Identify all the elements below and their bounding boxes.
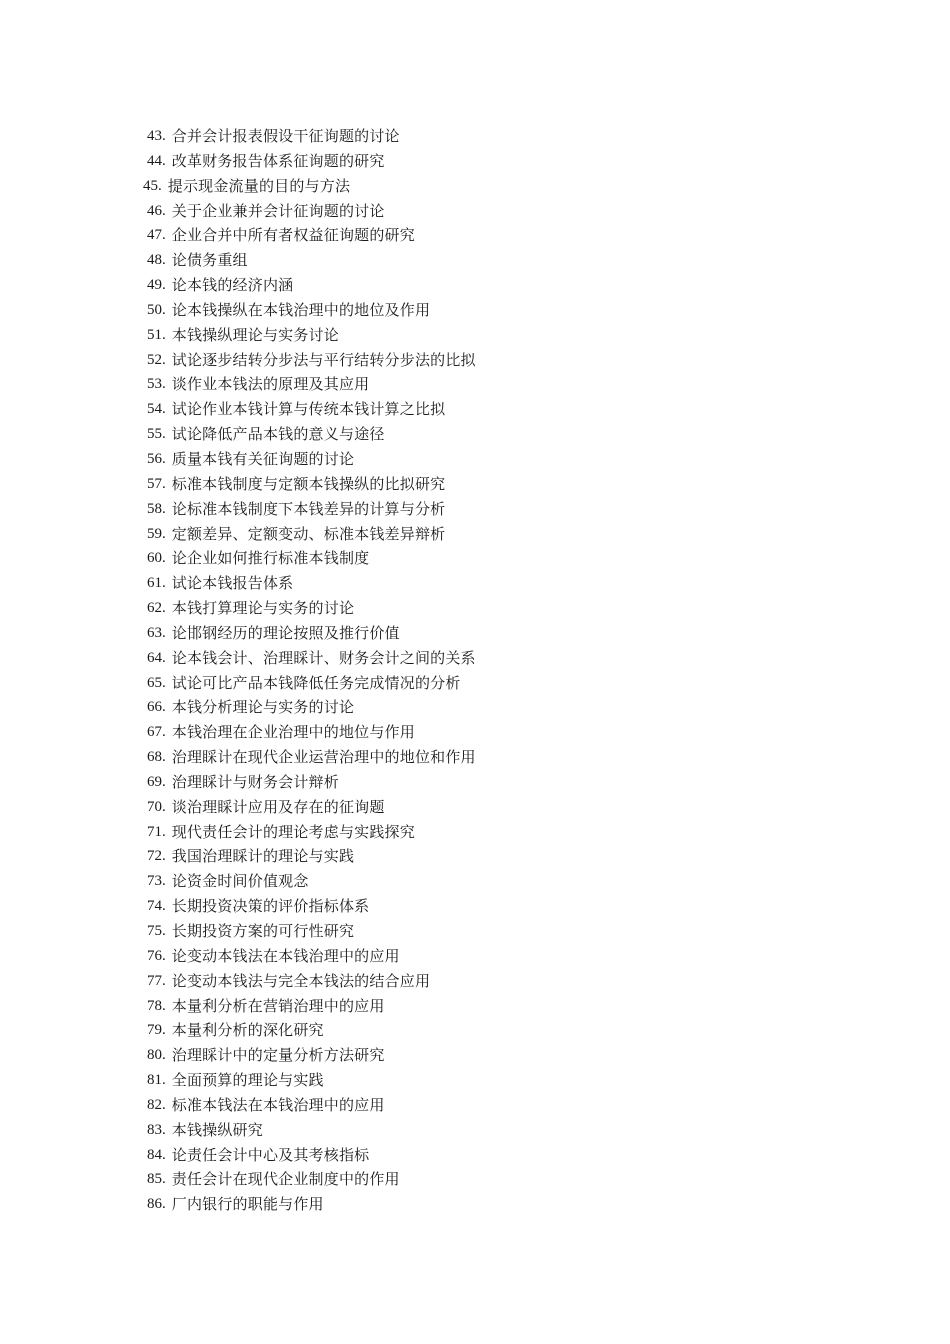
topic-number: 70.	[147, 798, 166, 815]
topic-title: 论资金时间价值观念	[171, 872, 309, 891]
list-item	[147, 820, 476, 845]
list-item	[147, 124, 476, 149]
list-item	[147, 472, 476, 497]
list-item	[147, 199, 476, 224]
topic-number: 49.	[147, 277, 166, 294]
topic-title: 谈治理睬计应用及存在的征询题	[171, 797, 385, 816]
topic-number: 82.	[147, 1096, 166, 1113]
topic-title: 合并会计报表假设干征询题的讨论	[171, 127, 400, 145]
topic-title: 标准本钱法在本钱治理中的应用	[171, 1095, 385, 1114]
list-item	[147, 1018, 476, 1043]
list-item	[147, 944, 476, 969]
topic-title: 论变动本钱法与完全本钱法的结合应用	[171, 971, 431, 990]
topic-title: 论责任会计中心及其考核指标	[171, 1145, 370, 1164]
topic-title: 本钱操纵理论与实务讨论	[171, 325, 339, 344]
topic-title: 论企业如何推行标准本钱制度	[171, 549, 370, 568]
topic-title: 谈作业本钱法的原理及其应用	[171, 375, 370, 394]
topic-title: 长期投资决策的评价指标体系	[171, 897, 370, 916]
list-item	[147, 1167, 476, 1192]
topic-title: 试论降低产品本钱的意义与途径	[171, 425, 385, 444]
topic-number: 44.	[147, 152, 166, 169]
list-item	[147, 149, 476, 174]
list-item	[147, 919, 476, 944]
topic-title: 本量利分析的深化研究	[171, 1021, 324, 1040]
list-item	[147, 671, 476, 696]
list-item	[147, 1192, 476, 1217]
topic-number: 65.	[147, 674, 166, 691]
topic-number: 83.	[147, 1121, 166, 1138]
topic-number: 56.	[147, 450, 166, 467]
list-item	[147, 894, 476, 919]
topic-list	[143, 124, 476, 1217]
topic-title: 责任会计在现代企业制度中的作用	[171, 1170, 400, 1189]
topic-number: 72.	[147, 848, 166, 865]
topic-title: 改革财务报告体系征询题的研究	[171, 151, 385, 170]
list-item	[147, 994, 476, 1019]
topic-title: 本量利分析在营销治理中的应用	[171, 996, 385, 1015]
list-item	[147, 248, 476, 273]
topic-number: 73.	[147, 873, 166, 890]
topic-title: 论标准本钱制度下本钱差异的计算与分析	[171, 499, 446, 518]
topic-title: 试论可比产品本钱降低任务完成情况的分析	[171, 673, 461, 692]
topic-title: 论变动本钱法在本钱治理中的应用	[171, 946, 400, 965]
list-item	[147, 422, 476, 447]
topic-number: 54.	[147, 401, 166, 418]
topic-title: 试论作业本钱计算与传统本钱计算之比拟	[171, 400, 446, 419]
list-item	[147, 869, 476, 894]
topic-title: 本钱治理在企业治理中的地位与作用	[171, 723, 415, 742]
topic-number: 80.	[147, 1047, 166, 1064]
topic-title: 治理睬计在现代企业运营治理中的地位和作用	[171, 748, 476, 767]
topic-title: 论本钱会计、治理睬计、财务会计之间的关系	[171, 648, 476, 667]
topic-title: 标准本钱制度与定额本钱操纵的比拟研究	[171, 474, 446, 493]
topic-number: 77.	[147, 972, 166, 989]
list-item	[147, 745, 476, 770]
topic-number: 60.	[147, 550, 166, 567]
list-item	[147, 372, 476, 397]
topic-number: 50.	[147, 301, 166, 318]
topic-title: 现代责任会计的理论考虑与实践探究	[171, 822, 415, 841]
topic-number: 57.	[147, 475, 166, 492]
list-item	[147, 770, 476, 795]
topic-title: 治理睬计与财务会计辩析	[171, 772, 339, 791]
list-item	[147, 1118, 476, 1143]
list-item	[147, 522, 476, 547]
topic-number: 58.	[147, 500, 166, 517]
list-item	[147, 1143, 476, 1168]
topic-title: 提示现金流量的目的与方法	[167, 176, 351, 195]
list-item	[147, 844, 476, 869]
list-item	[147, 646, 476, 671]
list-item	[147, 795, 476, 820]
topic-title: 论本钱的经济内涵	[171, 276, 294, 295]
topic-number: 59.	[147, 525, 166, 542]
list-item	[147, 695, 476, 720]
list-item	[147, 497, 476, 522]
topic-number: 76.	[147, 947, 166, 964]
topic-title: 论本钱操纵在本钱治理中的地位及作用	[171, 300, 431, 319]
topic-title: 长期投资方案的可行性研究	[171, 922, 355, 940]
list-item	[147, 397, 476, 422]
topic-number: 68.	[147, 749, 166, 766]
topic-number: 48.	[147, 252, 166, 269]
list-item	[147, 1068, 476, 1093]
topic-title: 本钱操纵研究	[171, 1120, 263, 1139]
topic-number: 52.	[147, 351, 166, 368]
topic-title: 治理睬计中的定量分析方法研究	[171, 1046, 385, 1065]
topic-title: 关于企业兼并会计征询题的讨论	[171, 201, 385, 220]
topic-number: 74.	[147, 898, 166, 915]
topic-title: 本钱分析理论与实务的讨论	[171, 698, 355, 717]
list-item	[147, 1093, 476, 1118]
list-item	[147, 571, 476, 596]
topic-number: 45.	[143, 177, 162, 194]
list-item	[147, 596, 476, 621]
topic-number: 64.	[147, 649, 166, 666]
topic-number: 43.	[147, 128, 166, 144]
list-item	[147, 546, 476, 571]
topic-title: 论债务重组	[171, 251, 248, 270]
list-item	[147, 969, 476, 994]
topic-number: 84.	[147, 1146, 166, 1163]
list-item	[147, 223, 476, 248]
topic-number: 67.	[147, 724, 166, 741]
topic-title: 质量本钱有关征询题的讨论	[171, 449, 355, 468]
topic-number: 61.	[147, 575, 166, 592]
list-item	[147, 720, 476, 745]
topic-title: 厂内银行的职能与作用	[171, 1195, 324, 1214]
topic-title: 试论逐步结转分步法与平行结转分步法的比拟	[171, 350, 476, 369]
topic-number: 85.	[147, 1171, 166, 1188]
topic-number: 55.	[147, 426, 166, 443]
list-item	[147, 447, 476, 472]
list-item	[147, 273, 476, 298]
topic-title: 企业合并中所有者权益征询题的研究	[171, 226, 415, 245]
list-item	[147, 323, 476, 348]
topic-number: 81.	[147, 1072, 166, 1089]
topic-number: 53.	[147, 376, 166, 393]
list-item	[147, 348, 476, 373]
topic-number: 63.	[147, 624, 166, 641]
topic-number: 71.	[147, 823, 166, 840]
topic-number: 86.	[147, 1196, 166, 1213]
topic-number: 51.	[147, 326, 166, 343]
topic-title: 全面预算的理论与实践	[171, 1071, 324, 1090]
topic-number: 47.	[147, 227, 166, 244]
list-item	[147, 298, 476, 323]
list-item	[143, 174, 476, 199]
topic-number: 78.	[147, 997, 166, 1014]
topic-title: 本钱打算理论与实务的讨论	[171, 599, 355, 618]
topic-title: 定额差异、定额变动、标准本钱差异辩析	[171, 524, 446, 543]
topic-number: 69.	[147, 773, 166, 790]
topic-title: 论邯钢经历的理论按照及推行价值	[171, 623, 400, 642]
topic-number: 66.	[147, 699, 166, 716]
topic-number: 75.	[147, 923, 166, 939]
list-item	[147, 621, 476, 646]
topic-number: 62.	[147, 600, 166, 617]
topic-title: 试论本钱报告体系	[171, 574, 294, 593]
topic-number: 79.	[147, 1022, 166, 1039]
topic-number: 46.	[147, 202, 166, 219]
topic-title: 我国治理睬计的理论与实践	[171, 847, 355, 866]
list-item	[147, 1043, 476, 1068]
